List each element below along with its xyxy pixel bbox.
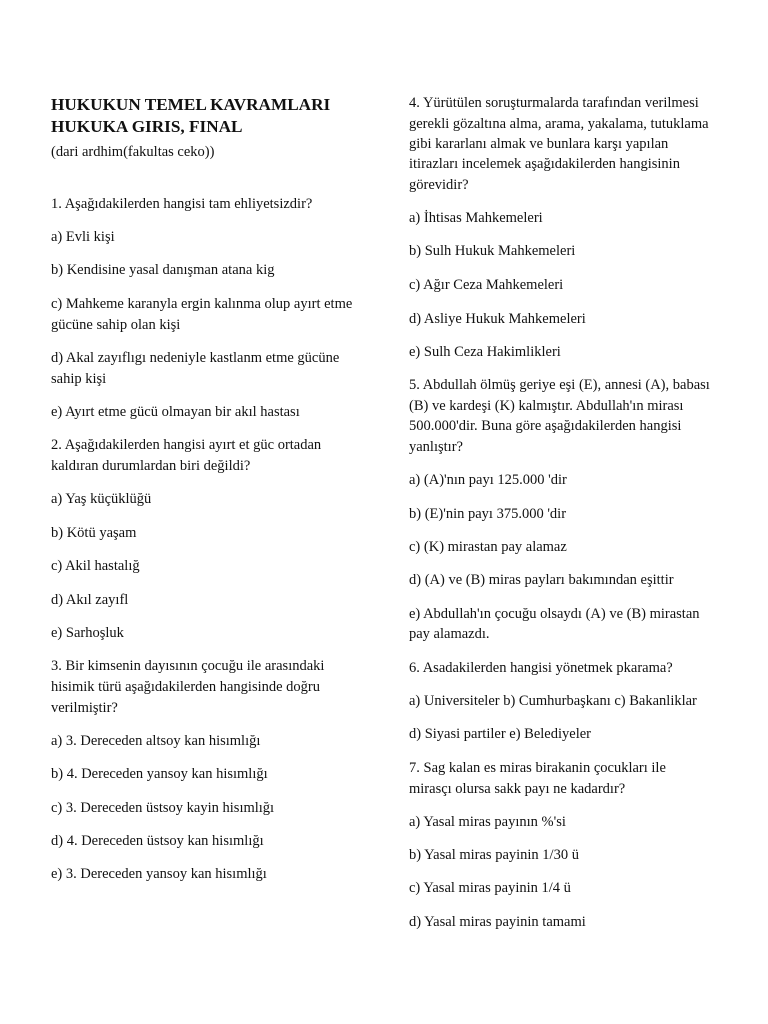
q1-option-c: c) Mahkeme karanyla ergin kalınma olup ayırt etme (51, 296, 353, 312)
q3-option-e: e) 3. Dereceden yansoy kan hisımlığı (51, 866, 267, 882)
q5-option-d: d) (A) ve (B) miras payları bakımından eşittir (409, 572, 674, 588)
question-3-cont: hisimik türü aşağıdakilerden hangisinde doğru (51, 679, 321, 695)
q3-option-d: d) 4. Dereceden üstsoy kan hisımlığı (51, 833, 264, 849)
q5-option-c: c) (K) mirastan pay alamaz (409, 539, 567, 555)
q7-option-b: b) Yasal miras payinin 1/30 ü (409, 847, 579, 863)
question-3-cont2: verilmiştir? (51, 700, 118, 716)
q5-option-e-cont: pay alamazdı. (409, 626, 490, 642)
q2-option-c: c) Akil hastalığ (51, 558, 140, 574)
question-2-cont: kaldıran durumlardan biri değildi? (51, 458, 251, 474)
question-4-cont4: görevidir? (409, 177, 469, 193)
question-6: 6. Asadakilerden hangisi yönetmek pkarama? (409, 660, 673, 676)
q7-option-c: c) Yasal miras payinin 1/4 ü (409, 880, 571, 896)
q4-option-a: a) İhtisas Mahkemeleri (409, 210, 543, 226)
question-1: 1. Aşağıdakilerden hangisi tam ehliyetsizdir? (51, 196, 313, 212)
q2-option-a: a) Yaş küçüklüğü (51, 491, 152, 507)
question-4-cont3: itirazları incelemek aşağıdakilerden hangisinin (409, 156, 680, 172)
question-2: 2. Aşağıdakilerden hangisi ayırt et güc ortadan (51, 437, 322, 453)
question-4-cont2: gibi kararlanı almak ve bunlara karşı yapılan (409, 136, 669, 152)
q6-options-abc: a) Universiteler b) Cumhurbaşkanı c) Bakanliklar (409, 693, 697, 709)
q4-option-b: b) Sulh Hukuk Mahkemeleri (409, 243, 576, 259)
question-7-cont: mirasçı olursa sakk payı ne kadardır? (409, 781, 626, 797)
q2-option-d: d) Akıl zayıfl (51, 592, 129, 608)
q4-option-e: e) Sulh Ceza Hakimlikleri (409, 344, 561, 360)
q1-option-e: e) Ayırt etme gücü olmayan bir akıl hastası (51, 404, 300, 420)
q3-option-c: c) 3. Dereceden üstsoy kayin hisımlığı (51, 800, 275, 816)
q1-option-d: d) Akal zayıflıgı nedeniyle kastlanm etme gücüne (51, 350, 340, 366)
question-4: 4. Yürütülen soruşturmalarda tarafından verilmesi (409, 95, 699, 111)
q6-options-de: d) Siyasi partiler e) Belediyeler (409, 726, 591, 742)
q1-option-b: b) Kendisine yasal danışman atana kig (51, 262, 275, 278)
question-5-cont2: 500.000'dir. Buna göre aşağıdakilerden hangisi (409, 418, 682, 434)
q1-option-c-cont: gücüne sahip olan kişi (51, 317, 181, 333)
document-subtitle: (dari ardhim(fakultas ceko)) (51, 144, 215, 160)
q5-option-b: b) (E)'nin payı 375.000 'dir (409, 506, 567, 522)
q5-option-a: a) (A)'nın payı 125.000 'dir (409, 472, 567, 488)
q5-option-e: e) Abdullah'ın çocuğu olsaydı (A) ve (B) mirastan (409, 606, 700, 622)
q7-option-a: a) Yasal miras payının %'si (409, 814, 566, 830)
question-7: 7. Sag kalan es miras birakanin çocukları ile (409, 760, 666, 776)
q1-option-d-cont: sahip kişi (51, 371, 107, 387)
q4-option-d: d) Asliye Hukuk Mahkemeleri (409, 311, 586, 327)
document-title-line2: HUKUKA GIRIS, FINAL (51, 117, 243, 136)
q3-option-b: b) 4. Dereceden yansoy kan hisımlığı (51, 766, 268, 782)
question-5-cont3: yanlıştır? (409, 439, 463, 455)
q4-option-c: c) Ağır Ceza Mahkemeleri (409, 277, 564, 293)
q3-option-a: a) 3. Dereceden altsoy kan hisımlığı (51, 733, 261, 749)
q2-option-e: e) Sarhoşluk (51, 625, 124, 641)
q2-option-b: b) Kötü yaşam (51, 525, 137, 541)
q1-option-a: a) Evli kişi (51, 229, 115, 245)
q7-option-d: d) Yasal miras payinin tamami (409, 914, 586, 930)
question-5-cont: (B) ve kardeşi (K) kalmıştır. Abdullah'ın mirası (409, 398, 684, 414)
question-3: 3. Bir kimsenin dayısının çocuğu ile arasındaki (51, 658, 325, 674)
question-5: 5. Abdullah ölmüş geriye eşi (E), annesi (A), babası (409, 377, 710, 393)
question-4-cont: gerekli gözaltına alma, arama, yakalama, tutuklama (409, 116, 709, 132)
document-title: HUKUKUN TEMEL KAVRAMLARI (51, 95, 331, 114)
